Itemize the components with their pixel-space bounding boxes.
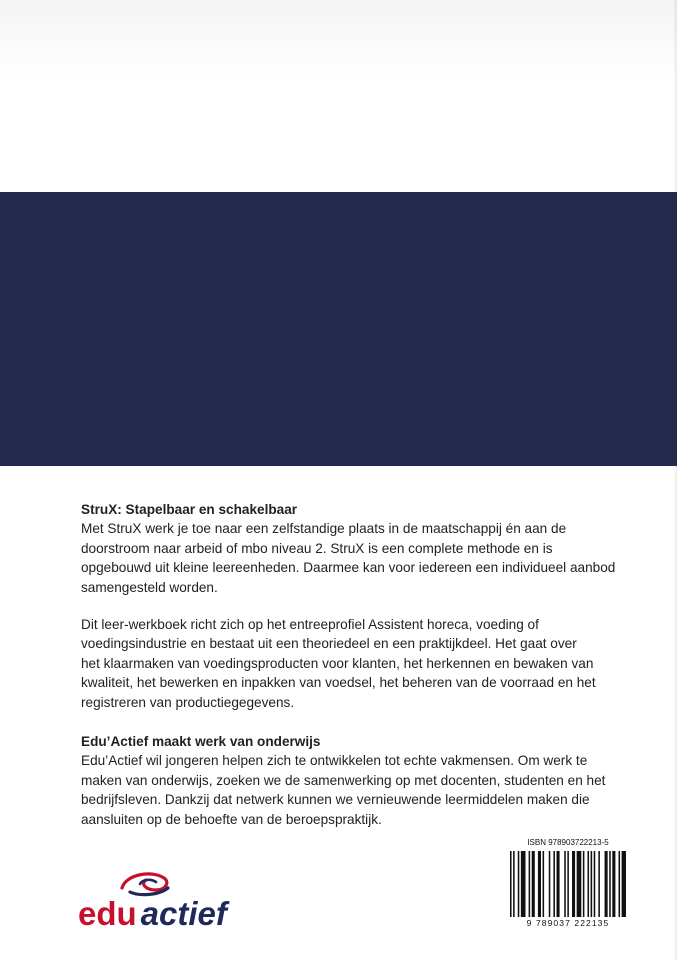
- barcode-bar: [553, 851, 555, 917]
- paragraph-eduactief: Edu’Actief wil jongeren helpen zich te ontwikkelen tot echte vakmensen. Om werk te maken van onderwijs, zoeken we de samenwerking op met docenten, studenten en het bedrijfsleven. Dankzij dat netwerk kunnen we vernieuwende leermiddelen maken die aansluiten op de behoefte van de beroepspraktijk.: [81, 753, 606, 827]
- barcode-bar: [609, 851, 611, 917]
- eduactief-logo: [78, 868, 258, 938]
- section-heading-eduactief: Edu’Actief maakt werk van onderwijs: [81, 734, 321, 750]
- barcode-bars: [510, 851, 626, 917]
- barcode-bar: [622, 851, 626, 917]
- barcode-bar: [598, 851, 600, 917]
- barcode-bar: [588, 851, 590, 917]
- page-edge-shadow: [673, 0, 677, 960]
- barcode-bar: [529, 851, 531, 917]
- barcode-bar: [572, 851, 575, 917]
- barcode-bar: [583, 851, 585, 917]
- logo-word-actief: actief: [140, 895, 227, 932]
- isbn-barcode: [506, 838, 630, 930]
- barcode-bar: [521, 851, 526, 917]
- barcode-bar: [594, 851, 596, 917]
- barcode-bar: [577, 851, 582, 917]
- barcode-bar: [557, 851, 560, 917]
- barcode-bar: [538, 851, 541, 917]
- barcode-bar: [549, 851, 551, 917]
- barcode-bar: [605, 851, 608, 917]
- back-cover-text: [81, 500, 626, 829]
- barcode-bar: [518, 851, 520, 917]
- section-eduactief: [81, 732, 626, 829]
- isbn-label: ISBN 978903722213-5: [527, 838, 609, 847]
- barcode-bar: [543, 851, 545, 917]
- logo-wordmark: [78, 894, 227, 934]
- section-strux: [81, 500, 626, 712]
- barcode-bar: [619, 851, 621, 917]
- cover-color-band: [0, 192, 677, 466]
- barcode-bar: [612, 851, 615, 917]
- paragraph-leerwerkboek: Dit leer-werkboek richt zich op het entreeprofiel Assistent horeca, voeding of voedingsindustrie en bestaat uit een theoriedeel en een praktijkdeel. Het gaat over het klaarmaken van voedingsproducten voor klanten, het herkennen en bewaken van kwaliteit, het bewerken en inpakken van voedsel, het beheren van de voorraad en het registreren van productiegegevens.: [81, 617, 596, 710]
- barcode-bar: [564, 851, 566, 917]
- barcode-bar: [591, 851, 593, 917]
- barcode-bar: [567, 851, 569, 917]
- paragraph-strux-intro: Met StruX werk je toe naar een zelfstandige plaats in de maatschappij én aan de doorstroom naar arbeid of mbo niveau 2. StruX is een complete methode en is opgebouwd uit kleine leereenheden. Daarmee kan voor iedereen een individueel aanbod samengesteld worden.: [81, 521, 616, 595]
- barcode-bar: [532, 851, 535, 917]
- barcode-bar: [510, 851, 512, 917]
- barcode-digits: 9 789037 222135: [526, 918, 610, 928]
- logo-word-edu: edu: [78, 895, 137, 932]
- section-heading-strux: StruX: Stapelbaar en schakelbaar: [81, 502, 298, 517]
- barcode-bar: [513, 851, 515, 917]
